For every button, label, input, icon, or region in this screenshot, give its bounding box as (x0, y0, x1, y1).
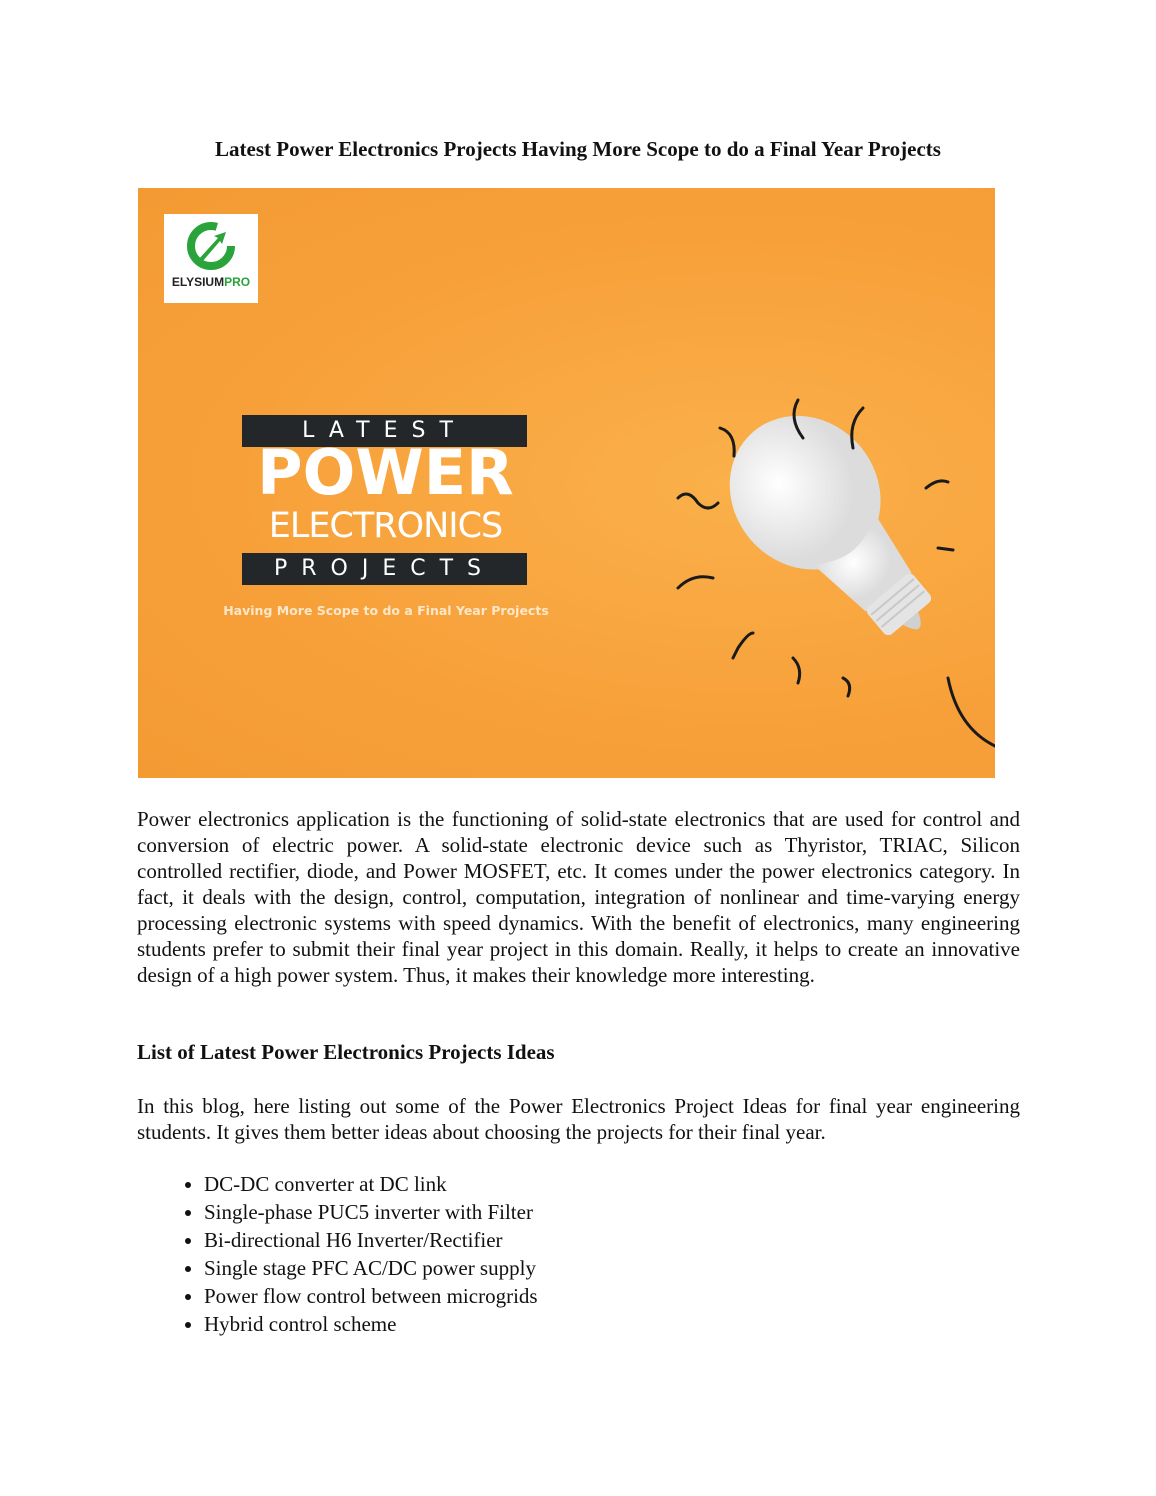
list-item: • Hybrid control scheme (204, 1310, 538, 1338)
banner-electronics: ELECTRONICS (268, 506, 503, 546)
document-title: Latest Power Electronics Projects Having More Scope to do a Final Year Projects (215, 137, 941, 161)
intro-paragraph: Power electronics application is the functioning of solid-state electronics that are used for control and conversion of electric power. A solid-state electronic device such as Thyristor, TRIAC, Silicon controlled rectifier, diode, and Power MOSFET, etc. It comes under the power electronics category. In fact, it deals with the design, control, computation, integration of nonlinear and time-varying energy processing electronic systems with speed dynamics. With the benefit of electronics, many engineering students prefer to submit their final year project in this domain. Really, it helps to create an innovative design of a high power system. Thus, it makes their knowledge more interesting. (137, 807, 1020, 987)
banner-image (138, 188, 995, 778)
logo-text: ELYSIUMPRO (171, 275, 251, 289)
banner-projects: PROJECTS (242, 553, 527, 585)
list-item: • Single stage PFC AC/DC power supply (204, 1254, 538, 1282)
section-intro: In this blog, here listing out some of the Power Electronics Project Ideas for final year engineering students. It gives them better ideas about choosing the projects for their final year. (137, 1094, 1020, 1144)
banner-subtitle: Having More Scope to do a Final Year Projects (223, 603, 549, 618)
project-list (137, 1170, 538, 1338)
list-item: • Bi-directional H6 Inverter/Rectifier (204, 1226, 538, 1254)
section-heading: List of Latest Power Electronics Projects Ideas (137, 1040, 555, 1064)
elysiumpro-logo (164, 214, 258, 303)
list-item: • Single-phase PUC5 inverter with Filter (204, 1198, 538, 1226)
logo-arrow-icon (164, 214, 258, 274)
lightbulb-icon (648, 378, 995, 778)
banner-power: POWER (257, 436, 514, 509)
list-item: • DC-DC converter at DC link (204, 1170, 538, 1198)
list-item: • Power flow control between microgrids (204, 1282, 538, 1310)
banner-latest: LATEST (242, 415, 527, 447)
